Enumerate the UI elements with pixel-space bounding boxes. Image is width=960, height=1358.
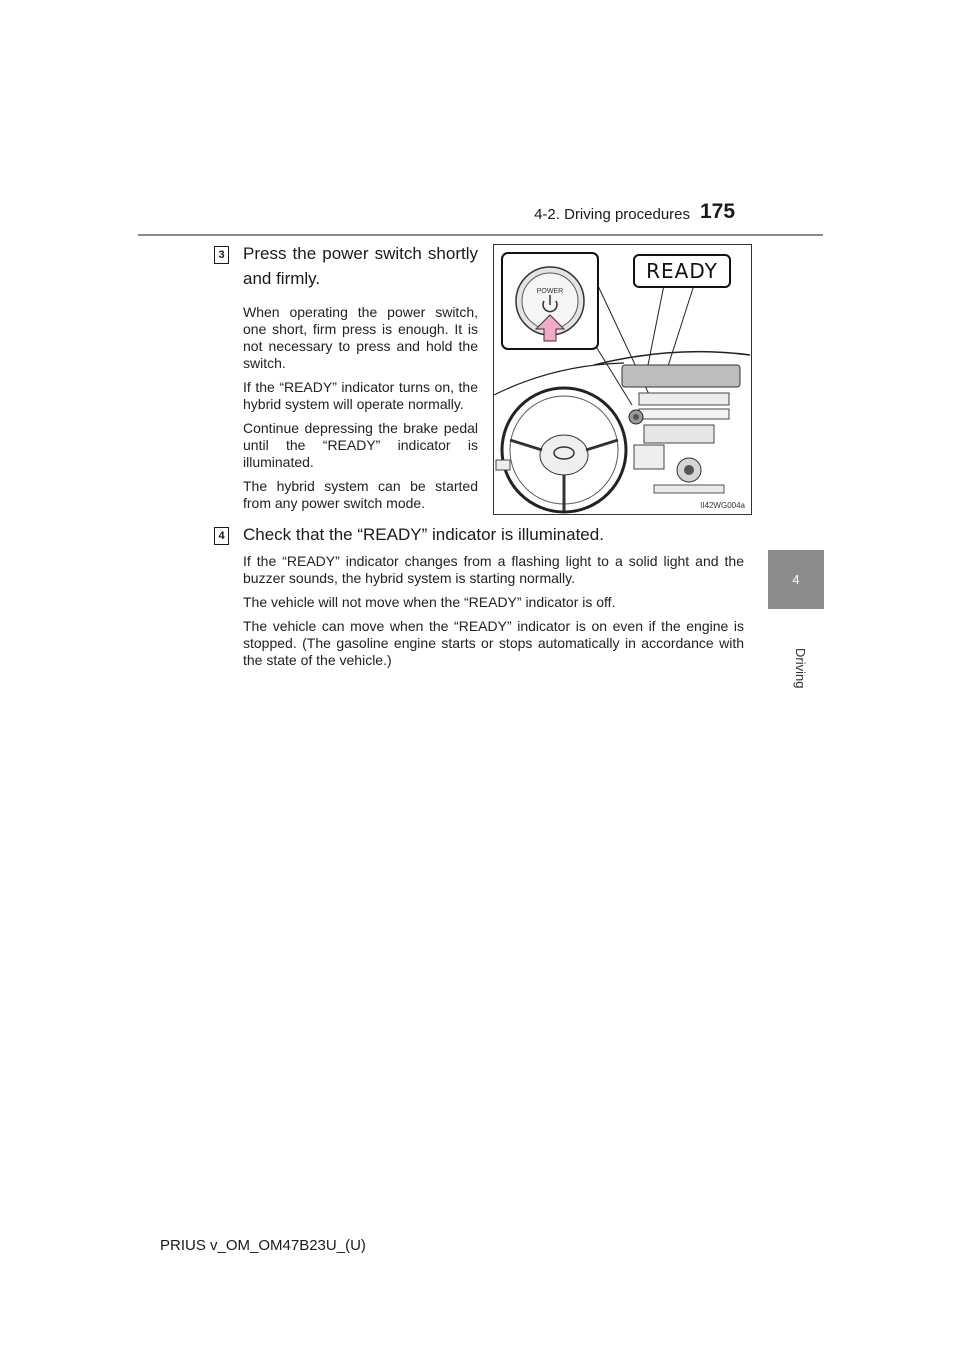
step-3-badge: 3: [214, 246, 229, 264]
illustration-code: II42WG004a: [700, 501, 745, 510]
model-code: PRIUS v_OM_OM47B23U_(U): [160, 1237, 366, 1254]
step-3-paragraph: If the “READY” indicator turns on, the hybrid system will operate normally.: [243, 379, 478, 412]
header-divider: [138, 234, 823, 236]
page-number: 175: [700, 200, 736, 223]
step-3-paragraph: Continue depressing the brake pedal until the “READY” indicator is illuminated.: [243, 420, 478, 470]
step-4-title: Check that the “READY” indicator is illuminated.: [243, 525, 604, 544]
step-4-block: [243, 522, 744, 676]
step-3-title: Press the power switch shortly and firmly.: [243, 244, 478, 288]
step-4-paragraph: The vehicle can move when the “READY” indicator is on even if the engine is stopped. (The gasoline engine starts or stops automatically in accordance with the state of the vehicle.): [243, 618, 744, 668]
step-3-paragraph: When operating the power switch, one short, firm press is enough. It is not necessary to press and hold the switch.: [243, 304, 478, 371]
power-button-label: POWER: [536, 288, 564, 295]
step-3-block: [243, 241, 478, 519]
dashboard-illustration: [493, 244, 752, 515]
step-4-paragraph: If the “READY” indicator changes from a flashing light to a solid light and the buzzer sounds, the hybrid system is starting normally.: [243, 553, 744, 586]
section-heading: 4-2. Driving procedures: [534, 206, 690, 223]
ready-indicator-label: READY: [646, 259, 718, 283]
step-4-badge: 4: [214, 527, 229, 545]
chapter-label: Driving: [793, 648, 808, 689]
step-3-paragraph: The hybrid system can be started from any power switch mode.: [243, 478, 478, 511]
chapter-tab: [768, 550, 824, 609]
step-4-paragraph: The vehicle will not move when the “READY” indicator is off.: [243, 594, 616, 610]
dashboard-drawing: [494, 245, 751, 514]
chapter-number: 4: [792, 572, 800, 587]
